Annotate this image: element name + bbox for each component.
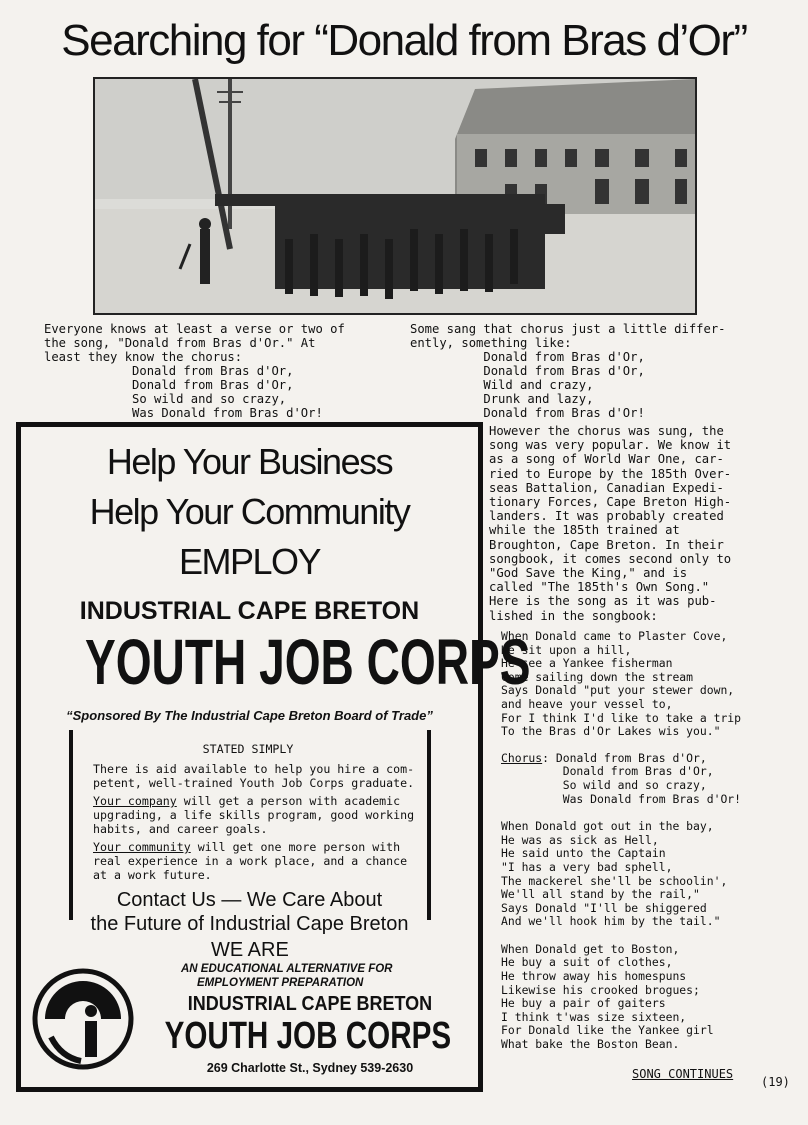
- yjc-logo-icon: [31, 967, 135, 1071]
- we-are: WE ARE: [211, 939, 289, 961]
- intro-right-text: Some sang that chorus just a little differ- ently, something like:: [410, 322, 726, 350]
- stated-simply-text: [93, 742, 423, 882]
- ad-headline-1: Help Your Business: [106, 441, 393, 482]
- org-line-1: INDUSTRIAL CAPE BRETON: [187, 993, 433, 1015]
- stated-p1: There is aid available to help you hire a com- petent, well-trained Youth Job Corps graduate.: [93, 762, 415, 790]
- stated-heading: STATED SIMPLY: [202, 742, 294, 756]
- alt-line-1: AN EDUCATIONAL ALTERNATIVE FOR: [181, 963, 393, 975]
- chorus-first-line: : Donald from Bras d'Or,: [542, 750, 707, 765]
- contact-line-2: the Future of Industrial Cape Breton: [90, 913, 409, 935]
- intro-right: [410, 322, 770, 420]
- ad-org-name: INDUSTRIAL CAPE BRETON: [79, 597, 420, 625]
- song-verse-2: When Donald got out in the bay, He was as sick as Hell, He said unto the Captain "I has a very bad sphell, The mackerel she'll be schoolin', We'll all stand by the rail," Says Donald "I'll be shiggered And we'll hook him by the tail.": [501, 819, 728, 929]
- ad-headline-3: EMPLOY: [178, 541, 321, 582]
- song-lyrics: [501, 630, 801, 1052]
- chorus-rest: Donald from Bras d'Or, So wild and so crazy, Was Donald from Bras d'Or!: [562, 764, 742, 806]
- intro-right-chorus: Donald from Bras d'Or, Donald from Bras d'Or, Wild and crazy, Drunk and lazy, Donald from Bras d'Or!: [483, 350, 645, 420]
- ad-address: 269 Charlotte St., Sydney 539-2630: [206, 1061, 414, 1075]
- intro-left-text: Everyone knows at least a verse or two of the song, "Donald from Bras d'Or." At least they know the chorus:: [44, 322, 345, 364]
- page-title: Searching for “Donald from Bras d’Or”: [61, 16, 747, 65]
- ad-sponsor: “Sponsored By The Industrial Cape Breton Board of Trade”: [66, 708, 433, 723]
- alt-line-2: EMPLOYMENT PREPARATION: [197, 977, 364, 989]
- song-continues: SONG CONTINUES: [632, 1067, 734, 1081]
- chorus-label: Chorus: [501, 750, 543, 765]
- stated-p3: will get one more person with real experience in a work place, and a chance at a work future.: [93, 840, 408, 882]
- song-verse-3: When Donald get to Boston, He buy a suit of clothes, He throw away his homespuns Likewise his crooked brogues; He buy a pair of gaiters I think t'was size sixteen, For Donald like the Yankee girl What bake the Boston Bean.: [501, 941, 714, 1052]
- ad-headline-2: Help Your Community: [89, 491, 410, 532]
- page-number: (19): [761, 1075, 790, 1089]
- intro-left-chorus: Donald from Bras d'Or, Donald from Bras d'Or, So wild and so crazy, Was Donald from Bras d'Or!: [132, 364, 323, 420]
- contact-line-1: Contact Us — We Care About: [116, 889, 383, 911]
- song-verse-1: When Donald came to Plaster Cove, He sit upon a hill, He see a Yankee fisherman Come sailing down the stream Says Donald "put your stewer down, and heave your vessel to, For I think I'd like to take a trip To the Bras d'Or Lakes wis you.": [501, 629, 742, 739]
- stated-p2: will get a person with academic upgrading, a life skills program, good working habits, and career goals.: [93, 794, 415, 836]
- history-text: However the chorus was sung, the song was very popular. We know it as a song of World War One, car- ried to Europe by the 185th Over- seas Battalion, Canadian Expedi- tionary Forces, Cape Breton High- landers. It was probably created while the 185th trained at Broughton, Cape Breton. In their songbook, it comes second only to "God Save the King," and is called "The 185th's Own Song." Here is the song as it was pub- lished in the songbook:: [489, 424, 732, 623]
- band-photo: [93, 77, 697, 315]
- stated-p3-underline: Your community: [93, 840, 191, 854]
- org-line-2: YOUTH JOB CORPS: [164, 1015, 452, 1057]
- intro-left: [44, 322, 394, 420]
- stated-p2-underline: Your company: [93, 794, 177, 808]
- ad-youth-job-corps: YOUTH JOB CORPS: [84, 626, 531, 698]
